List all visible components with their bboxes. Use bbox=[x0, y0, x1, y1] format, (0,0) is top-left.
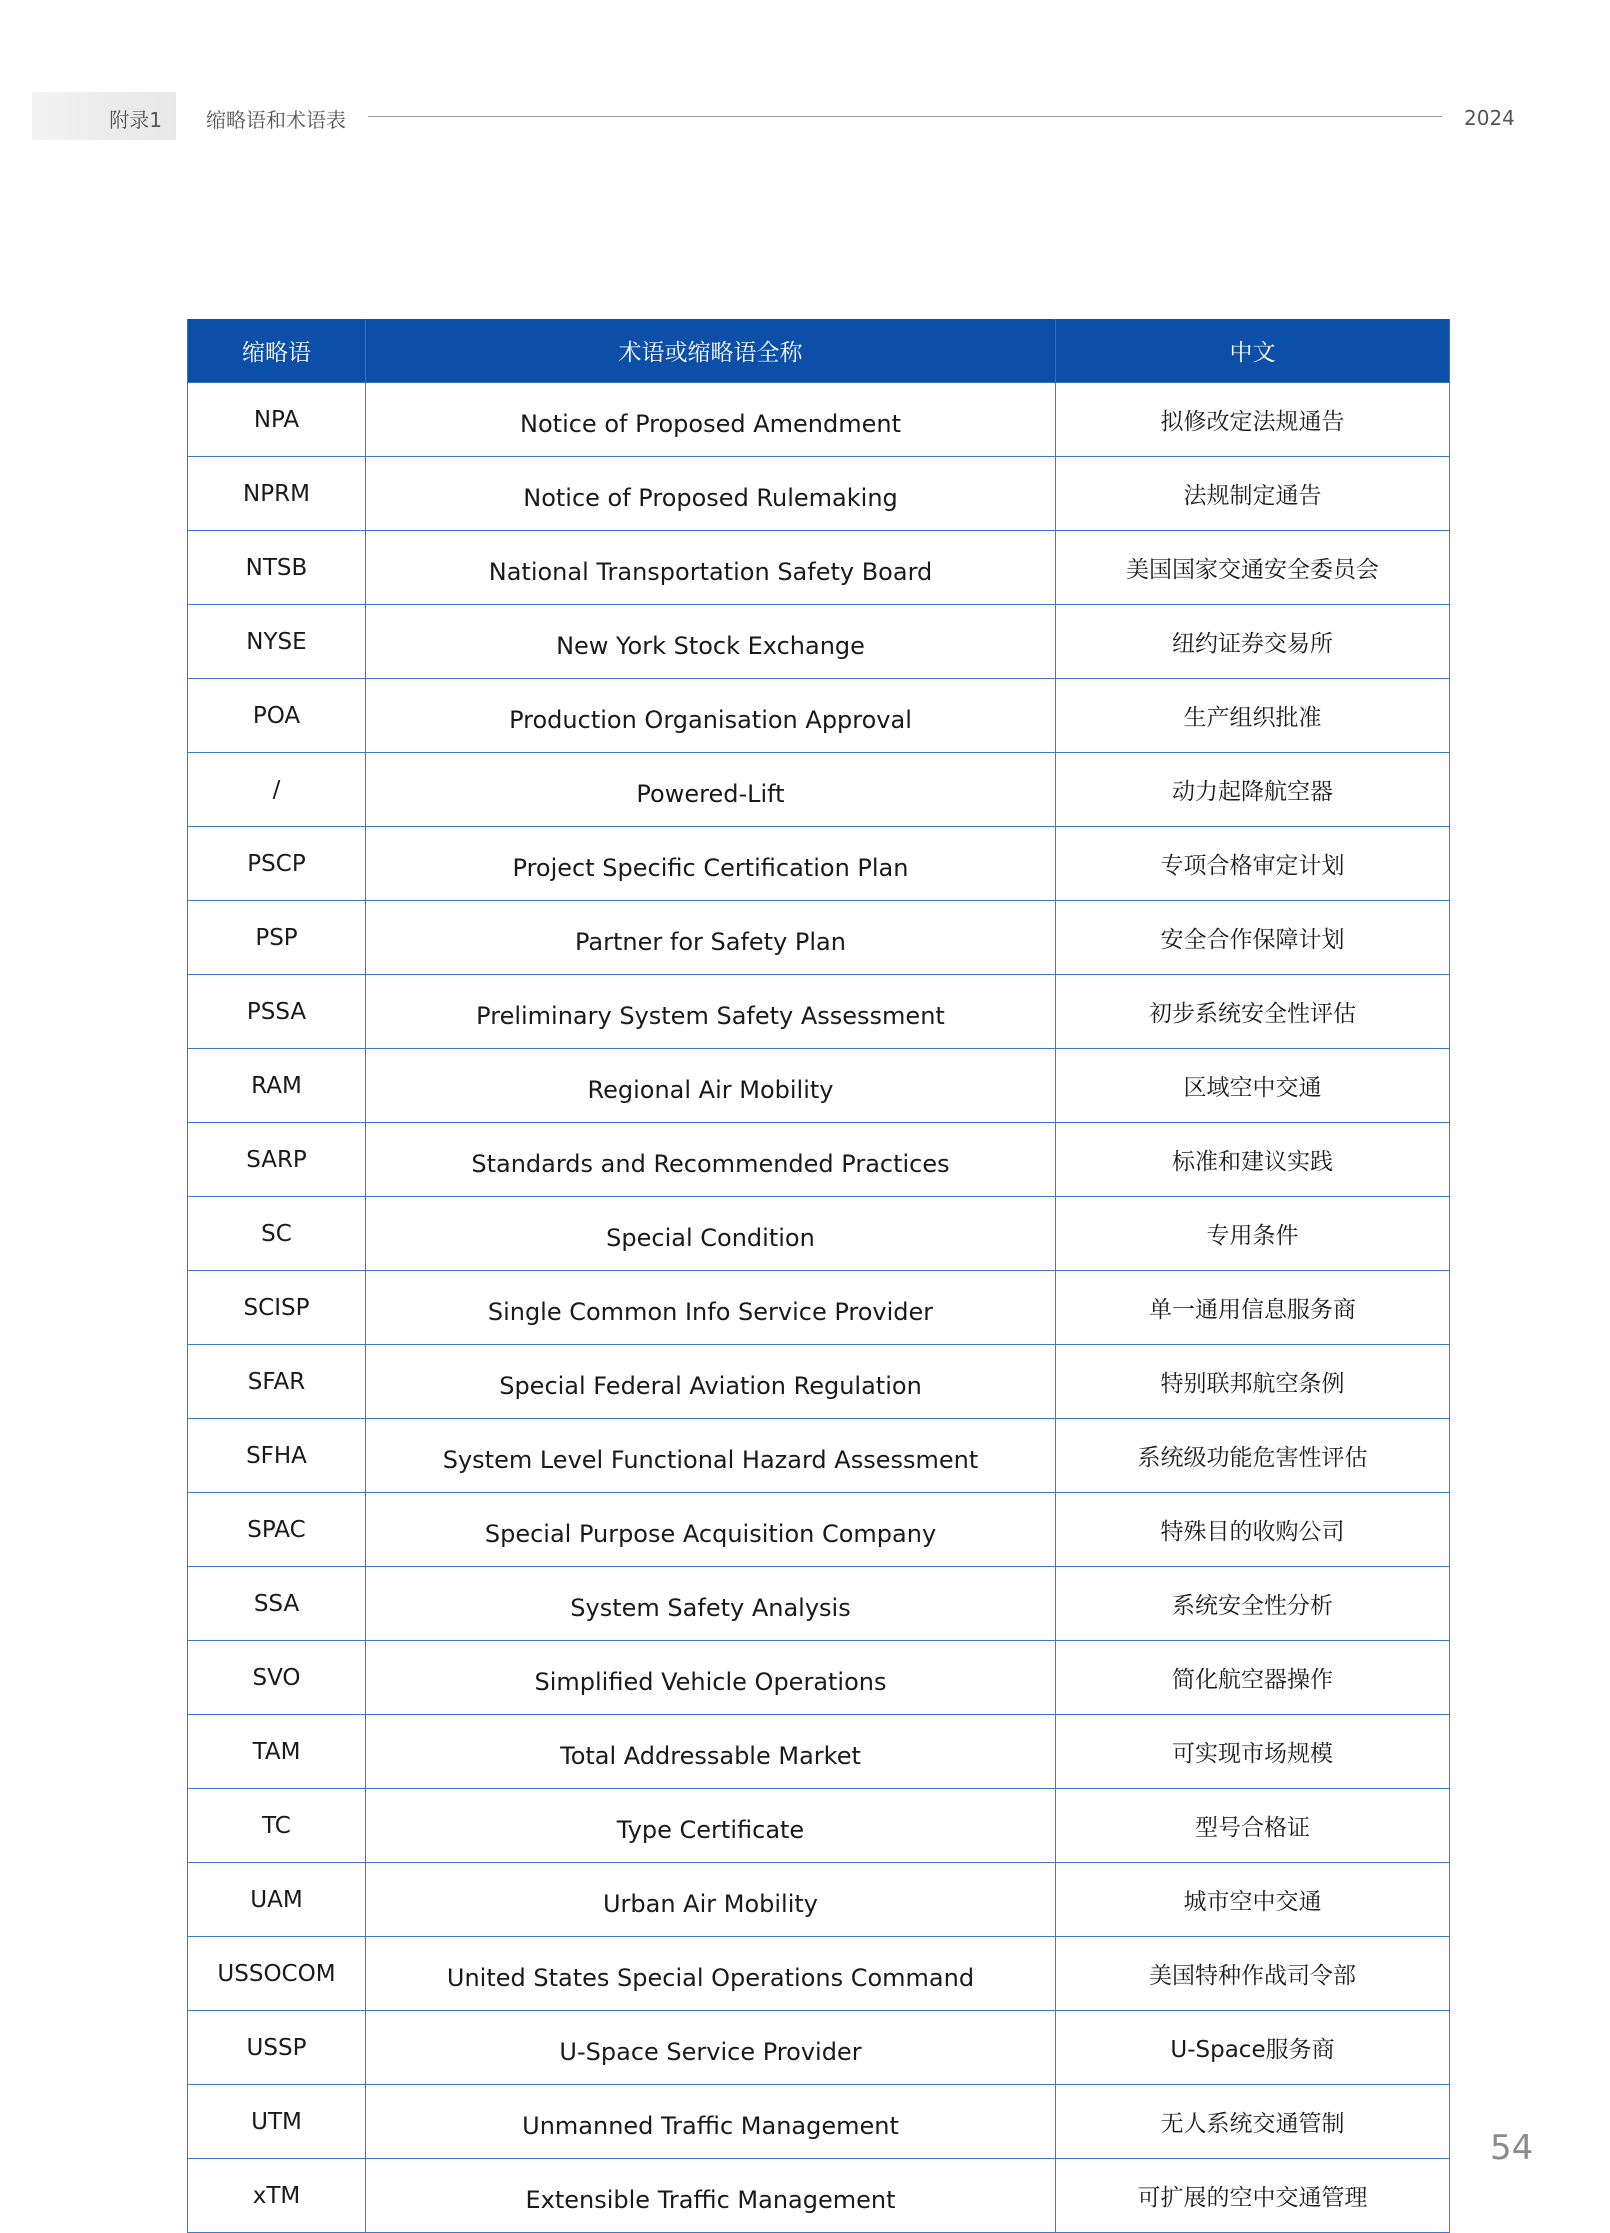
chinese-term-cell: 美国特种作战司令部 bbox=[1056, 1937, 1450, 2011]
full-term-cell: Special Purpose Acquisition Company bbox=[366, 1493, 1056, 1567]
chinese-term-cell: 可实现市场规模 bbox=[1056, 1715, 1450, 1789]
table-row bbox=[188, 383, 1450, 457]
header-divider bbox=[368, 116, 1442, 117]
full-term-cell: System Level Functional Hazard Assessment bbox=[366, 1419, 1056, 1493]
abbreviation-cell: SARP bbox=[188, 1123, 366, 1197]
chinese-term-cell: 专用条件 bbox=[1056, 1197, 1450, 1271]
abbreviation-cell: TC bbox=[188, 1789, 366, 1863]
chinese-term-cell: 纽约证券交易所 bbox=[1056, 605, 1450, 679]
chinese-term-cell: 可扩展的空中交通管理 bbox=[1056, 2159, 1450, 2233]
table-row bbox=[188, 2159, 1450, 2233]
table-row bbox=[188, 1641, 1450, 1715]
abbreviation-cell: RAM bbox=[188, 1049, 366, 1123]
chinese-term-cell: 安全合作保障计划 bbox=[1056, 901, 1450, 975]
chinese-term-cell: 型号合格证 bbox=[1056, 1789, 1450, 1863]
full-term-cell: Notice of Proposed Amendment bbox=[366, 383, 1056, 457]
table-row bbox=[188, 753, 1450, 827]
table-row bbox=[188, 1049, 1450, 1123]
full-term-cell: Single Common Info Service Provider bbox=[366, 1271, 1056, 1345]
table-row bbox=[188, 901, 1450, 975]
full-term-cell: Production Organisation Approval bbox=[366, 679, 1056, 753]
chinese-term-cell: 特别联邦航空条例 bbox=[1056, 1345, 1450, 1419]
abbreviation-cell: UAM bbox=[188, 1863, 366, 1937]
table-row bbox=[188, 1937, 1450, 2011]
abbreviation-cell: USSOCOM bbox=[188, 1937, 366, 2011]
full-term-cell: Unmanned Traffic Management bbox=[366, 2085, 1056, 2159]
abbreviation-cell: SVO bbox=[188, 1641, 366, 1715]
chinese-term-cell: 拟修改定法规通告 bbox=[1056, 383, 1450, 457]
full-term-cell: Regional Air Mobility bbox=[366, 1049, 1056, 1123]
full-term-cell: Special Condition bbox=[366, 1197, 1056, 1271]
table-row bbox=[188, 457, 1450, 531]
abbreviation-cell: SPAC bbox=[188, 1493, 366, 1567]
chinese-term-cell: 简化航空器操作 bbox=[1056, 1641, 1450, 1715]
abbreviation-cell: POA bbox=[188, 679, 366, 753]
full-term-cell: Urban Air Mobility bbox=[366, 1863, 1056, 1937]
chinese-term-cell: 区域空中交通 bbox=[1056, 1049, 1450, 1123]
abbreviation-cell: NPRM bbox=[188, 457, 366, 531]
chinese-term-cell: 单一通用信息服务商 bbox=[1056, 1271, 1450, 1345]
table-row bbox=[188, 605, 1450, 679]
table-row bbox=[188, 1419, 1450, 1493]
chinese-term-cell: 系统级功能危害性评估 bbox=[1056, 1419, 1450, 1493]
full-term-cell: Total Addressable Market bbox=[366, 1715, 1056, 1789]
full-term-cell: Standards and Recommended Practices bbox=[366, 1123, 1056, 1197]
full-term-cell: Simplified Vehicle Operations bbox=[366, 1641, 1056, 1715]
abbreviation-cell: PSCP bbox=[188, 827, 366, 901]
table-row bbox=[188, 1493, 1450, 1567]
table-row bbox=[188, 1345, 1450, 1419]
full-term-cell: Partner for Safety Plan bbox=[366, 901, 1056, 975]
header-row bbox=[188, 319, 1450, 383]
abbreviation-cell: NYSE bbox=[188, 605, 366, 679]
full-term-cell: National Transportation Safety Board bbox=[366, 531, 1056, 605]
table-row bbox=[188, 1123, 1450, 1197]
chinese-term-cell: 专项合格审定计划 bbox=[1056, 827, 1450, 901]
chinese-term-cell: 生产组织批准 bbox=[1056, 679, 1450, 753]
full-term-cell: Special Federal Aviation Regulation bbox=[366, 1345, 1056, 1419]
chinese-term-cell: 美国国家交通安全委员会 bbox=[1056, 531, 1450, 605]
chinese-term-cell: 特殊目的收购公司 bbox=[1056, 1493, 1450, 1567]
column-header-chinese: 中文 bbox=[1056, 319, 1450, 383]
abbreviation-cell: SSA bbox=[188, 1567, 366, 1641]
abbreviation-cell: NPA bbox=[188, 383, 366, 457]
page-number: 54 bbox=[1490, 2128, 1534, 2168]
column-header-full-term: 术语或缩略语全称 bbox=[366, 319, 1056, 383]
glossary-table-header bbox=[188, 319, 1450, 383]
table-row bbox=[188, 1197, 1450, 1271]
full-term-cell: System Safety Analysis bbox=[366, 1567, 1056, 1641]
chinese-term-cell: 城市空中交通 bbox=[1056, 1863, 1450, 1937]
glossary-table bbox=[187, 319, 1450, 2233]
chinese-term-cell: 系统安全性分析 bbox=[1056, 1567, 1450, 1641]
abbreviation-cell: SC bbox=[188, 1197, 366, 1271]
appendix-label: 附录1 bbox=[109, 108, 162, 132]
table-row bbox=[188, 1863, 1450, 1937]
full-term-cell: Type Certificate bbox=[366, 1789, 1056, 1863]
chinese-term-cell: 动力起降航空器 bbox=[1056, 753, 1450, 827]
full-term-cell: Powered-Lift bbox=[366, 753, 1056, 827]
full-term-cell: U-Space Service Provider bbox=[366, 2011, 1056, 2085]
section-title: 缩略语和术语表 bbox=[206, 108, 346, 132]
full-term-cell: Extensible Traffic Management bbox=[366, 2159, 1056, 2233]
abbreviation-cell: TAM bbox=[188, 1715, 366, 1789]
abbreviation-cell: xTM bbox=[188, 2159, 366, 2233]
column-header-abbreviation: 缩略语 bbox=[188, 319, 366, 383]
abbreviation-cell: SFHA bbox=[188, 1419, 366, 1493]
chinese-term-cell: 标准和建议实践 bbox=[1056, 1123, 1450, 1197]
abbreviation-cell: SFAR bbox=[188, 1345, 366, 1419]
abbreviation-cell: NTSB bbox=[188, 531, 366, 605]
full-term-cell: United States Special Operations Command bbox=[366, 1937, 1056, 2011]
abbreviation-cell: USSP bbox=[188, 2011, 366, 2085]
full-term-cell: Notice of Proposed Rulemaking bbox=[366, 457, 1056, 531]
abbreviation-cell: PSSA bbox=[188, 975, 366, 1049]
table-row bbox=[188, 1789, 1450, 1863]
full-term-cell: New York Stock Exchange bbox=[366, 605, 1056, 679]
chinese-term-cell: 法规制定通告 bbox=[1056, 457, 1450, 531]
table-row bbox=[188, 2085, 1450, 2159]
header-year: 2024 bbox=[1464, 106, 1515, 130]
table-row bbox=[188, 531, 1450, 605]
abbreviation-cell: UTM bbox=[188, 2085, 366, 2159]
table-row bbox=[188, 679, 1450, 753]
abbreviation-cell: PSP bbox=[188, 901, 366, 975]
table-row bbox=[188, 1271, 1450, 1345]
table-row bbox=[188, 1715, 1450, 1789]
full-term-cell: Preliminary System Safety Assessment bbox=[366, 975, 1056, 1049]
abbreviation-cell: / bbox=[188, 753, 366, 827]
table-row bbox=[188, 827, 1450, 901]
chinese-term-cell: U-Space服务商 bbox=[1056, 2011, 1450, 2085]
chinese-term-cell: 初步系统安全性评估 bbox=[1056, 975, 1450, 1049]
glossary-table-body bbox=[188, 383, 1450, 2233]
full-term-cell: Project Specific Certification Plan bbox=[366, 827, 1056, 901]
abbreviation-cell: SCISP bbox=[188, 1271, 366, 1345]
table-row bbox=[188, 1567, 1450, 1641]
table-row bbox=[188, 975, 1450, 1049]
chinese-term-cell: 无人系统交通管制 bbox=[1056, 2085, 1450, 2159]
table-row bbox=[188, 2011, 1450, 2085]
appendix-tab bbox=[32, 92, 176, 140]
